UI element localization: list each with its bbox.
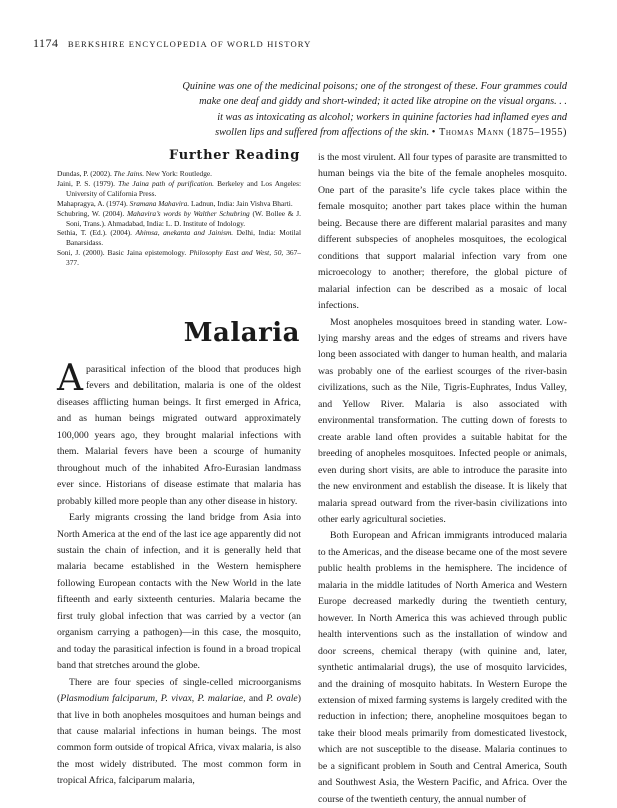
ref-text: Berkeley and Los Angeles: University of California Press. <box>66 178 301 198</box>
ref-text: Sethia, T. (Ed.). (2004). <box>57 228 136 238</box>
article-right-column <box>318 150 567 808</box>
epigraph <box>160 79 567 141</box>
ref-text: New York: Routledge. <box>144 169 213 178</box>
ref-title: Mahavira’s words by Walther Schubring <box>126 208 250 218</box>
epigraph-line: make one deaf and giddy and short-winded; it acted like atropine on the visual organs. . . <box>199 96 567 108</box>
paragraph: Both European and African immigrants introduced malaria to the Americas, and the disease became one of the most severe public health problems in the hemisphere. The incidence of malaria in the middle latitudes of North America and Western Europe decreased markedly during the twentieth century, however. In North America this was achieved through public health interventions such as the installation of window and door screens, chemical therapy (with quinine and, later, synthetic antimalarial drugs), the use of mosquito larvicides, and the draining of mosquito habitats. In Western Europe the extension of mixed farming systems is largely credited with the reduction in infection; there, anopheline mosquitoes began to take their blood meals primarily from domesticated livestock, which are not susceptible to the disease. Malaria continues to be a significant problem in South and Central America, South and Southwest Asia, the Western Pacific, and Africa. Over the course of the twentieth century, the annual number of <box>318 530 567 805</box>
paragraph: is the most virulent. All four types of parasite are transmitted to human beings via the bite of the female anopheles mosquito. One part of the parasite’s life cycle takes place within the female mosquito; another part takes place within the human being. Because there are different malarial parasites and many different subspecies of anopheles mosquitoes, the ecological conditions that support malarial infection vary from one microecology to another; therefore, the global picture of malarial infection can be described as a mosaic of local infections. <box>318 152 567 312</box>
running-title: BERKSHIRE ENCYCLOPEDIA OF WORLD HISTORY <box>67 39 312 49</box>
paragraph-text: There are four species of single-celled microorganisms ( <box>57 676 301 705</box>
ref-text: Soni, J. (2000). Basic Jaina epistemology. <box>57 248 190 258</box>
paragraph: Most anopheles mosquitoes breed in standing water. Low-lying marshy areas and the edges of streams and rivers have long been associated with danger to human health, and malaria was probably one of the earliest scourges of the river-basin civilizations, such as the Nile, Tigris-Euphrates, Indus Valley, and Yellow River. Malaria is also associated with environmental transformation. The cutting down of forests to create arable land often provides a suitable habitat for the breeding of anopheles mosquitoes. Infected people or animals, even during short visits, are able to introduce the parasite into the new environment and establish the disease. It is likely that malaria spread outward from the river-basin civilizations into other early agricultural societies. <box>318 316 567 525</box>
ref-text: Ladnun, India: Jain Vishva Bharti. <box>189 198 293 208</box>
article-left-column <box>57 358 301 790</box>
reference-item <box>57 248 301 268</box>
article-title: Malaria <box>183 318 300 348</box>
ref-title: Sramana Mahavira. <box>129 198 190 208</box>
paragraph-text: parasitical infection of the blood that produces high fevers and debilitation, malaria is one of the oldest diseases afflicting human beings. It first emerged in Africa, and as human beings migrated outward approximately 100,000 years ago, they brought malarial infections with them. Malarial fevers have been a scourge of humanity throughout much of the inhabited Afro-Eurasian landmass ever since. Historians of disease estimate that malaria has probably killed more people than any other disease in history. <box>57 364 301 507</box>
further-reading-heading: Further Reading <box>169 148 300 163</box>
ref-text: Mahapragya, A. (1974). <box>57 198 130 208</box>
drop-cap: A <box>57 358 83 399</box>
epigraph-attribution: • Thomas Mann (1875–1955) <box>431 127 567 139</box>
reference-item <box>57 209 301 229</box>
ref-title: Ahimsa, anekanta and Jainism. <box>135 228 234 238</box>
epigraph-line: it was as intoxicating as alcohol; workers in quinine factories had inflamed eyes and <box>217 111 567 123</box>
species-name: P. ovale <box>266 693 298 705</box>
epigraph-line-last <box>160 125 567 140</box>
ref-text: Jaini, P. S. (1979). <box>57 178 119 188</box>
reference-item <box>57 179 301 199</box>
reference-item <box>57 169 301 179</box>
running-header <box>33 36 311 51</box>
paragraph: Early migrants crossing the land bridge from Asia into North America at the end of the last ice age apparently did not sustain the chain of infection, and it is generally held that malaria became established in the Western hemisphere following European contacts with the New World in the late fifteenth and early sixteenth centuries. Malaria became the first truly global infection that was carried by a vector (an organism carrying a pathogen)—in this case, the mosquito, and today the parasitical infection is found in a broad tropical band that stretches around the globe. <box>57 512 301 672</box>
epigraph-line-text: swollen lips and suffered from affections of the skin. <box>215 127 430 139</box>
paragraph-text: ) that live in both anopheles mosquitoes and human beings and that cause malarial infections in human beings. The most common form outside of tropical Africa, vivax malaria, is also the most widely distributed. The most common form in tropical Africa, falciparum malaria, <box>57 693 301 787</box>
ref-text: Dundas, P. (2002). <box>57 169 114 178</box>
reference-item <box>57 228 301 248</box>
species-name: Plasmodium falciparum, P. vivax, P. malariae, <box>60 693 246 705</box>
ref-title: The Jaina path of purification. <box>118 178 214 188</box>
ref-text: (W. Bollee & J. Soni, Trans.). Ahmadabad, India: L. D. Institute of Indology. <box>66 208 301 228</box>
paragraph-text: and <box>245 693 267 705</box>
ref-title: The Jains. <box>113 169 145 178</box>
ref-text: Delhi, India: Motilal Banarsidass. <box>66 228 302 248</box>
epigraph-line: Quinine was one of the medicinal poisons; one of the strongest of these. Four grammes could <box>182 81 567 92</box>
reference-item <box>57 199 301 209</box>
page-number: 1174 <box>33 36 59 50</box>
further-reading-list <box>57 169 301 268</box>
ref-title: Philosophy East and West, 50, <box>189 248 284 258</box>
ref-text: Schubring, W. (2004). <box>57 208 127 218</box>
paragraph <box>57 358 301 510</box>
paragraph <box>57 675 301 790</box>
ref-text: 367–377. <box>66 248 301 268</box>
